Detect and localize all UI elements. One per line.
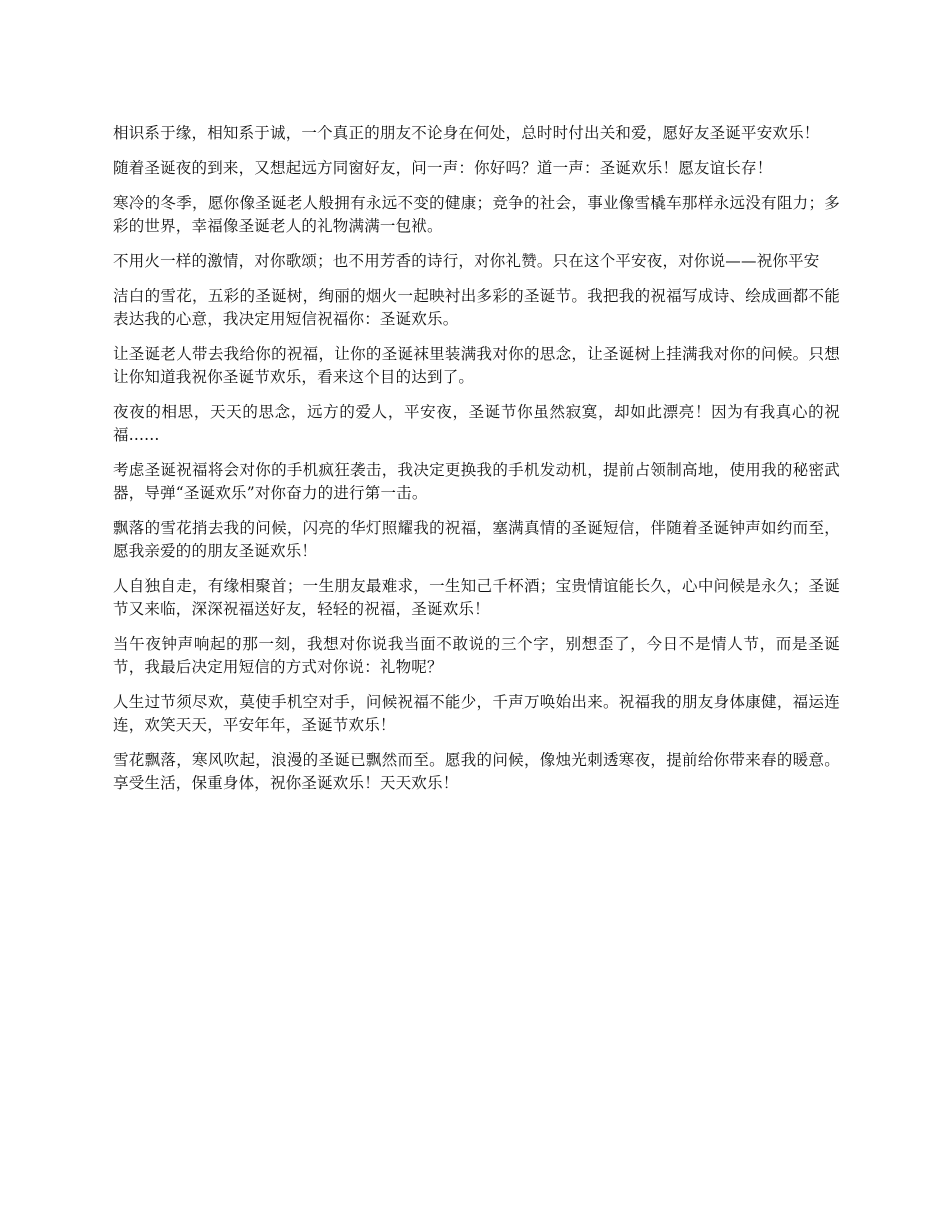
paragraph-13: 雪花飘落，寒风吹起，浪漫的圣诞已飘然而至。愿我的问候，像烛光刺透寒夜，提前给你带来春的暖意。享受生活，保重身体，祝你圣诞欢乐！天天欢乐！	[113, 751, 840, 792]
paragraph-10: 人自独自走，有缘相聚首；一生朋友最难求，一生知己千杯酒；宝贵情谊能长久，心中问候是永久；圣诞节又来临，深深祝福送好友，轻轻的祝福，圣诞欢乐！	[113, 577, 840, 618]
paragraph-8: 考虑圣诞祝福将会对你的手机疯狂袭击，我决定更换我的手机发动机，提前占领制高地，使用我的秘密武器，导弹“圣诞欢乐”对你奋力的进行第一击。	[113, 461, 840, 502]
paragraph-11: 当午夜钟声响起的那一刻，我想对你说我当面不敢说的三个字，别想歪了，今日不是情人节，而是圣诞节，我最后决定用短信的方式对你说：礼物呢？	[113, 635, 840, 676]
paragraph-3: 寒冷的冬季，愿你像圣诞老人般拥有永远不变的健康；竞争的社会，事业像雪橇车那样永远没有阻力；多彩的世界，幸福像圣诞老人的礼物满满一包袱。	[113, 194, 840, 235]
paragraph-5: 洁白的雪花，五彩的圣诞树，绚丽的烟火一起映衬出多彩的圣诞节。我把我的祝福写成诗、绘成画都不能表达我的心意，我决定用短信祝福你：圣诞欢乐。	[113, 287, 840, 328]
paragraph-12: 人生过节须尽欢，莫使手机空对手，问候祝福不能少，千声万唤始出来。祝福我的朋友身体康健，福运连连，欢笑天天，平安年年，圣诞节欢乐！	[113, 693, 840, 734]
paragraph-4: 不用火一样的激情，对你歌颂；也不用芳香的诗行，对你礼赞。只在这个平安夜，对你说——祝你平安	[113, 252, 820, 270]
paragraph-7: 夜夜的相思，天天的思念，远方的爱人，平安夜，圣诞节你虽然寂寞，却如此漂亮！因为有我真心的祝福......	[113, 403, 840, 444]
paragraph-2: 随着圣诞夜的到来，又想起远方同窗好友，问一声：你好吗？道一声：圣诞欢乐！愿友谊长存！	[113, 159, 773, 177]
paragraph-1: 相识系于缘，相知系于诚，一个真正的朋友不论身在何处，总时时付出关和爱，愿好友圣诞平安欢乐！	[113, 124, 820, 142]
document-page	[113, 122, 840, 807]
paragraph-6: 让圣诞老人带去我给你的祝福，让你的圣诞袜里装满我对你的思念，让圣诞树上挂满我对你的问候。只想让你知道我祝你圣诞节欢乐，看来这个目的达到了。	[113, 345, 840, 386]
paragraph-9: 飘落的雪花捎去我的问候，闪亮的华灯照耀我的祝福，塞满真情的圣诞短信，伴随着圣诞钟声如约而至，愿我亲爱的的朋友圣诞欢乐！	[113, 519, 840, 560]
